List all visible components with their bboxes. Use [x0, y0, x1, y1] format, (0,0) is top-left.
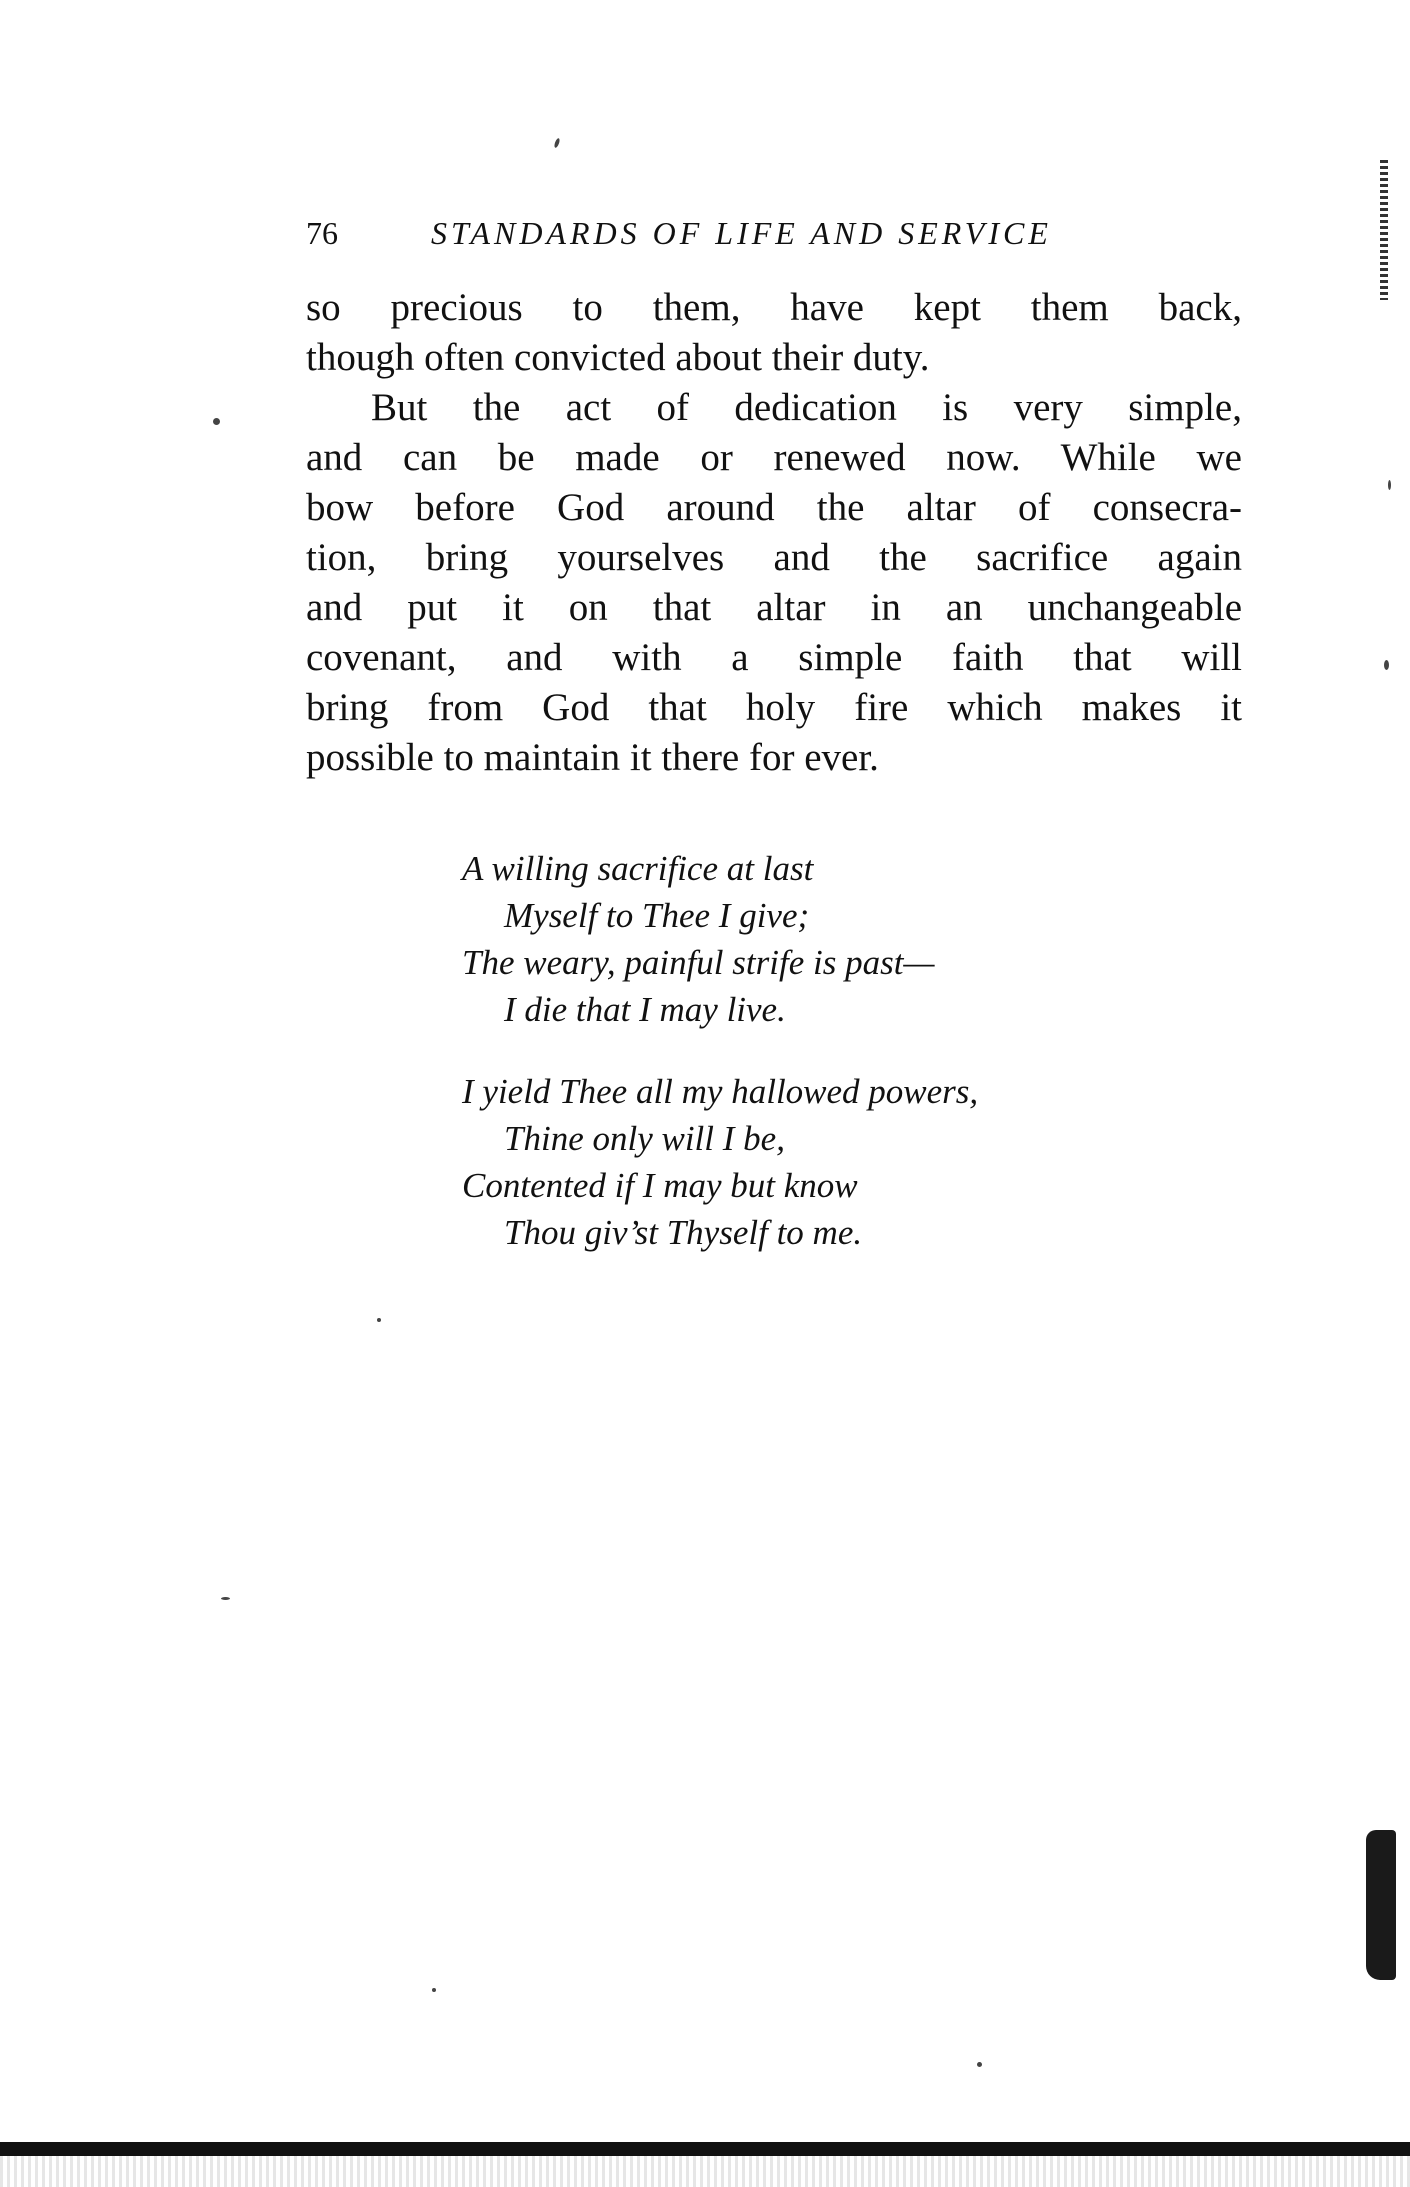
poem-line: I yield Thee all my hallowed powers,: [462, 1072, 979, 1111]
page-edge-rule: [0, 2142, 1410, 2156]
text-line: though often convicted about their duty.: [306, 336, 930, 379]
text-line: possible to maintain it there for ever.: [306, 736, 879, 779]
scan-speck: [977, 2062, 982, 2067]
scan-speck: [377, 1318, 381, 1322]
text-line: and put it on that altar in an unchangeable: [306, 586, 1242, 629]
text-line: tion, bring yourselves and the sacrifice again: [306, 536, 1242, 579]
scan-speck: [1388, 480, 1391, 490]
scan-speck: [213, 418, 220, 425]
poem-line: The weary, painful strife is past—: [462, 943, 935, 982]
poem-line: Contented if I may but know: [462, 1166, 858, 1205]
running-head-title: STANDARDS OF LIFE AND SERVICE: [431, 215, 1052, 251]
text-line: bow before God around the altar of consecra-: [306, 486, 1242, 529]
poem-stanza: [462, 1068, 1162, 1256]
text-line: bring from God that holy fire which makes it: [306, 686, 1242, 729]
text-line: covenant, and with a simple faith that will: [306, 636, 1242, 679]
body-text: [306, 283, 1242, 783]
scan-artifact: [1380, 160, 1388, 300]
scan-speck: [432, 1988, 436, 1992]
poem-line: A willing sacrifice at last: [462, 849, 814, 888]
poem-line: I die that I may live.: [504, 990, 786, 1029]
page-number: 76: [306, 215, 338, 251]
page-edge-shadow: [0, 2156, 1410, 2187]
text-line: But the act of dedication is very simple,: [371, 386, 1242, 429]
scan-artifact: [1366, 1830, 1396, 1980]
text-line: and can be made or renewed now. While we: [306, 436, 1242, 479]
poem-line: Thou giv’st Thyself to me.: [504, 1213, 863, 1252]
text-line: so precious to them, have kept them back,: [306, 286, 1242, 329]
poem-line: Thine only will I be,: [504, 1119, 785, 1158]
running-head: [306, 208, 1136, 258]
scan-speck: [221, 1597, 230, 1600]
poem-stanza: [462, 845, 1162, 1033]
scan-speck: [553, 138, 560, 149]
poem-line: Myself to Thee I give;: [504, 896, 810, 935]
scan-speck: [1384, 660, 1389, 670]
